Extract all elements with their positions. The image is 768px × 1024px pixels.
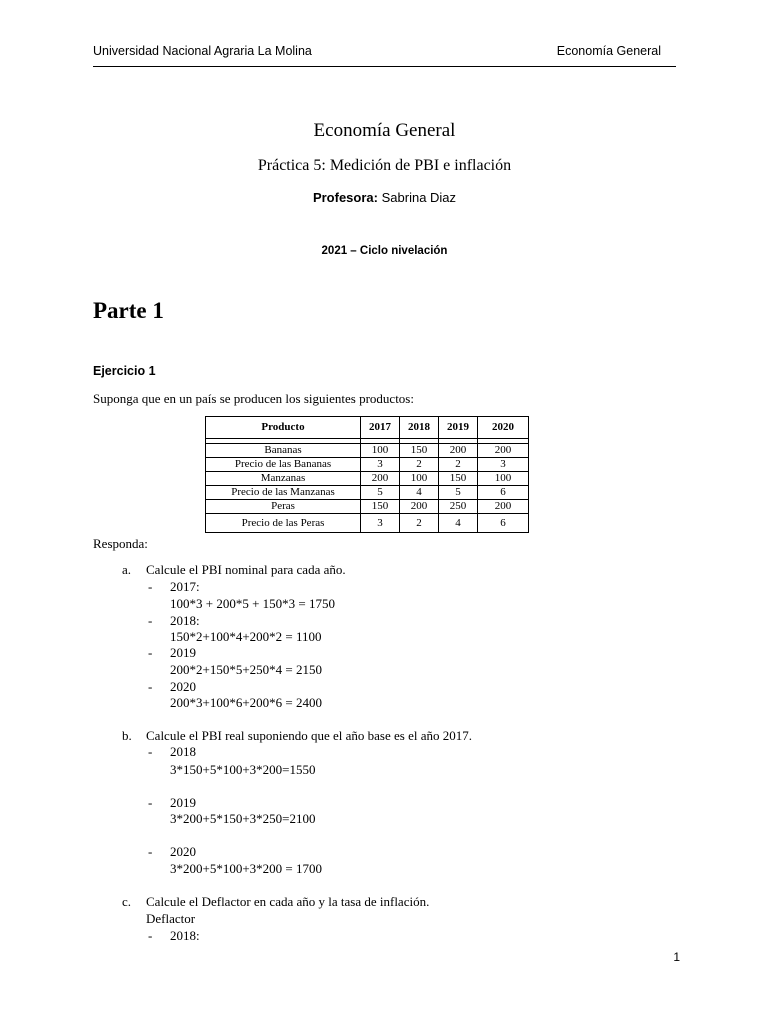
exercise-intro: Suponga que en un país se producen los siguientes productos: [93,391,414,406]
calculation: 200*2+150*5+250*4 = 2150 [170,662,322,677]
table-header-cell: Producto [206,417,361,439]
table-row [206,486,529,500]
table-cell: 5 [439,486,478,500]
table-cell: 200 [361,472,400,486]
table-cell: 4 [439,514,478,533]
table-cell: Bananas [206,444,361,458]
table-cell: 150 [439,472,478,486]
table-header-cell: 2019 [439,417,478,439]
table-cell: 100 [400,472,439,486]
table-cell: Precio de las Bananas [206,458,361,472]
list-dash: - [148,645,153,660]
document-title: Economía General [313,120,456,141]
table-cell: 5 [361,486,400,500]
calculation: 200*3+100*6+200*6 = 2400 [170,695,322,710]
table-cell: 150 [361,500,400,514]
calculation: 3*200+5*150+3*250=2100 [170,811,316,826]
calculation: 3*200+5*100+3*200 = 1700 [170,861,322,876]
table-cell: 6 [478,514,529,533]
table-cell: 2 [400,458,439,472]
calculation: 3*150+5*100+3*200=1550 [170,762,316,777]
list-dash: - [148,613,153,628]
table-cell: Precio de las Manzanas [206,486,361,500]
table-cell: Peras [206,500,361,514]
list-dash: - [148,795,153,810]
year-label: 2020 [170,679,196,694]
table-row [206,514,529,533]
table-cell: 200 [400,500,439,514]
year-label: 2018: [170,928,200,943]
document-subtitle: Práctica 5: Medición de PBI e inflación [257,157,512,174]
header-course: Economía General [556,44,661,58]
year-label: 2019 [170,645,196,660]
table-header-cell: 2018 [400,417,439,439]
list-dash: - [148,744,153,759]
cycle-label: 2021 – Ciclo nivelación [321,245,448,257]
calculation: 150*2+100*4+200*2 = 1100 [170,629,322,644]
page-number: 1 [673,950,680,964]
list-dash: - [148,928,153,943]
table-cell: 100 [478,472,529,486]
table-cell: 100 [361,444,400,458]
table-header-row [206,417,529,439]
year-label: 2019 [170,795,196,810]
teacher-line [93,190,676,205]
list-dash: - [148,844,153,859]
question-b-marker: b. [122,728,132,743]
table-row [206,444,529,458]
table-header-cell: 2017 [361,417,400,439]
table-cell: 200 [478,500,529,514]
table-cell: Precio de las Peras [206,514,361,533]
question-a-text: Calcule el PBI nominal para cada año. [146,562,346,577]
table-row [206,500,529,514]
deflator-label: Deflactor [146,911,196,926]
respond-label: Responda: [93,536,148,551]
question-c-text: Calcule el Deflactor en cada año y la tasa de inflación. [146,894,430,909]
part-heading: Parte 1 [93,298,164,323]
table-cell: 2 [439,458,478,472]
table-cell: 6 [478,486,529,500]
table-cell: 200 [478,444,529,458]
table-cell: 3 [361,514,400,533]
calculation: 100*3 + 200*5 + 150*3 = 1750 [170,596,335,611]
question-b-text: Calcule el PBI real suponiendo que el año base es el año 2017. [146,728,472,743]
table-cell: 3 [361,458,400,472]
table-row [206,472,529,486]
question-a-marker: a. [122,562,132,577]
year-label: 2018 [170,744,196,759]
question-c-marker: c. [122,894,132,909]
teacher-name: Sabrina Diaz [381,190,457,205]
teacher-label: Profesora: [312,190,378,205]
table-row [206,458,529,472]
header-institution: Universidad Nacional Agraria La Molina [93,44,312,58]
table-cell: 250 [439,500,478,514]
table-cell: Manzanas [206,472,361,486]
products-table [205,416,529,533]
year-label: 2017: [170,579,200,594]
table-cell: 200 [439,444,478,458]
header-divider [93,66,676,67]
table-header-cell: 2020 [478,417,529,439]
exercise-heading: Ejercicio 1 [93,364,156,378]
table-cell: 3 [478,458,529,472]
table-cell: 2 [400,514,439,533]
year-label: 2020 [170,844,196,859]
table-cell: 4 [400,486,439,500]
year-label: 2018: [170,613,200,628]
list-dash: - [148,579,153,594]
table-cell: 150 [400,444,439,458]
list-dash: - [148,679,153,694]
